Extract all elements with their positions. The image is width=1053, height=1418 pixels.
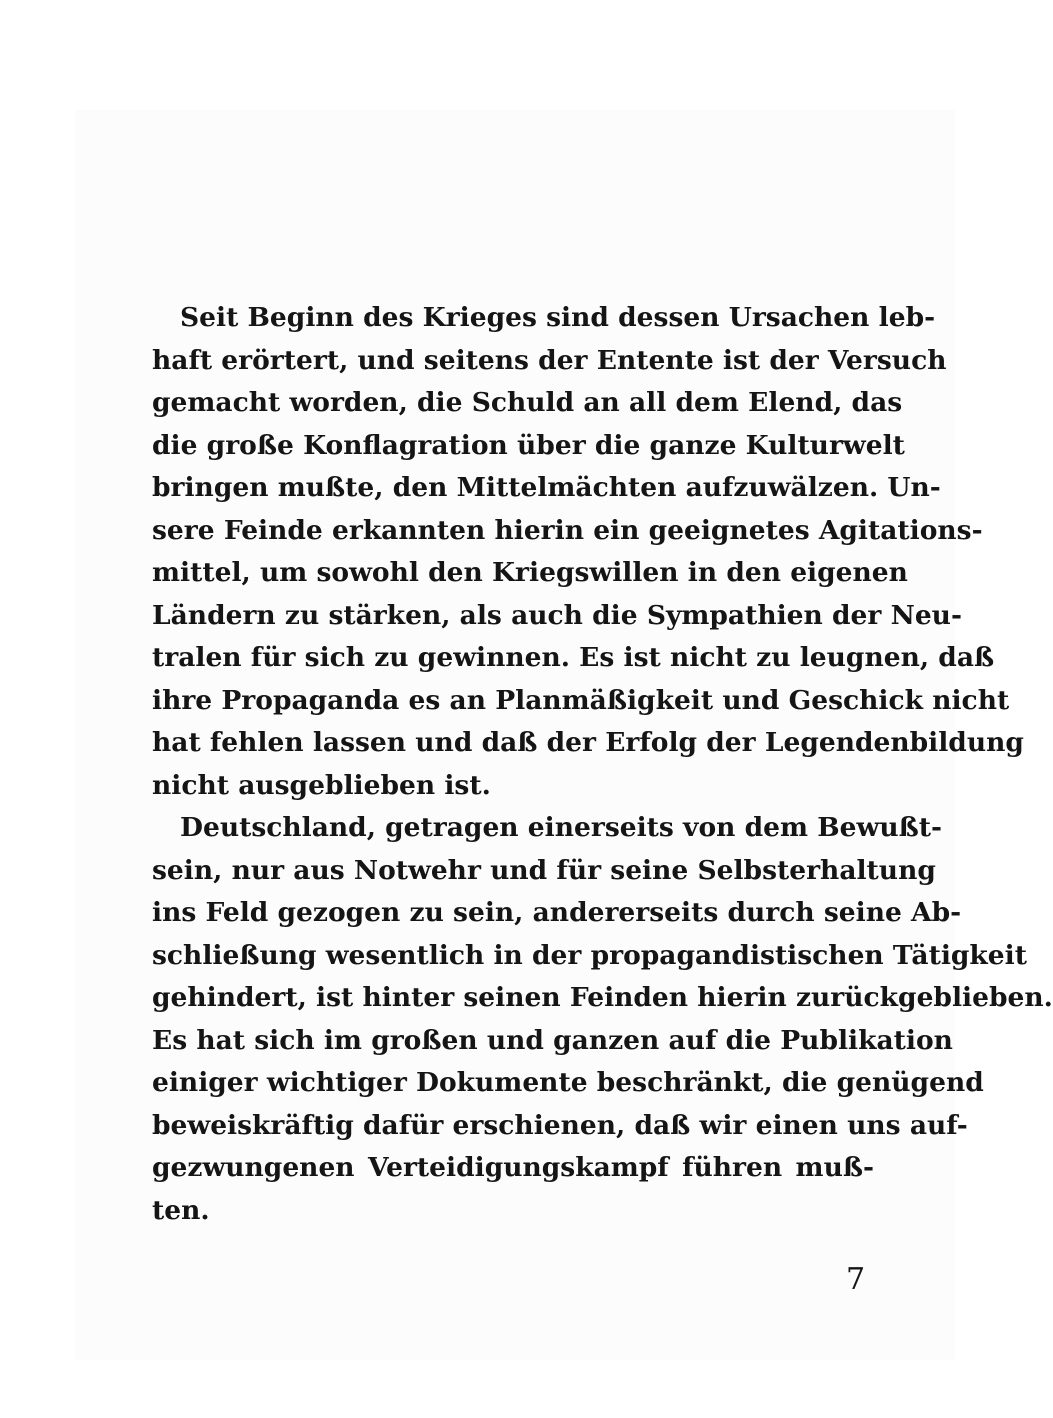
text-line: mittel, um sowohl den Kriegswillen in den eigenen bbox=[152, 557, 908, 588]
text-line: Seit Beginn des Krieges sind dessen Ursachen leb- bbox=[180, 302, 936, 333]
text-line: sein, nur aus Notwehr und für seine Selbsterhaltung bbox=[152, 854, 936, 886]
text-line: sere Feinde erkannten hierin ein geeignetes Agitations- bbox=[152, 514, 983, 546]
text-line: haft erörtert, und seitens der Entente ist der Versuch bbox=[152, 344, 947, 376]
paragraph-1 bbox=[152, 297, 1024, 807]
body-text bbox=[152, 297, 1053, 1232]
text-line: Ländern zu stärken, als auch die Sympathien der Neu- bbox=[152, 599, 962, 631]
text-line: nicht ausgeblieben ist. bbox=[152, 769, 491, 801]
text-line: Deutschland, getragen einerseits von dem Bewußt- bbox=[180, 812, 942, 843]
text-line: die große Konflagration über die ganze Kulturwelt bbox=[152, 429, 905, 461]
page-number: 7 bbox=[846, 1262, 866, 1297]
text-line: einiger wichtiger Dokumente beschränkt, die genügend bbox=[152, 1067, 984, 1098]
paragraph-2 bbox=[152, 807, 1053, 1232]
text-line: bringen mußte, den Mittelmächten aufzuwälzen. Un- bbox=[152, 472, 941, 503]
text-line: gemacht worden, die Schuld an all dem Elend, das bbox=[152, 387, 903, 418]
text-line: gezwungenen Verteidigungskampf führen muß- bbox=[152, 1152, 874, 1183]
text-line: beweiskräftig dafür erschienen, daß wir einen uns auf- bbox=[152, 1109, 968, 1141]
text-line: gehindert, ist hinter seinen Feinden hierin zurückgeblieben. bbox=[152, 982, 1053, 1013]
text-line: ihre Propaganda es an Planmäßigkeit und Geschick nicht bbox=[152, 684, 1010, 716]
text-line: tralen für sich zu gewinnen. Es ist nicht zu leugnen, daß bbox=[152, 642, 995, 673]
text-line: ten. bbox=[152, 1194, 210, 1226]
text-line: schließung wesentlich in der propagandistischen Tätigkeit bbox=[152, 939, 1027, 971]
text-line: ins Feld gezogen zu sein, andererseits durch seine Ab- bbox=[152, 897, 962, 928]
text-line: Es hat sich im großen und ganzen auf die Publikation bbox=[152, 1024, 953, 1056]
text-line: hat fehlen lassen und daß der Erfolg der Legendenbildung bbox=[152, 727, 1024, 758]
